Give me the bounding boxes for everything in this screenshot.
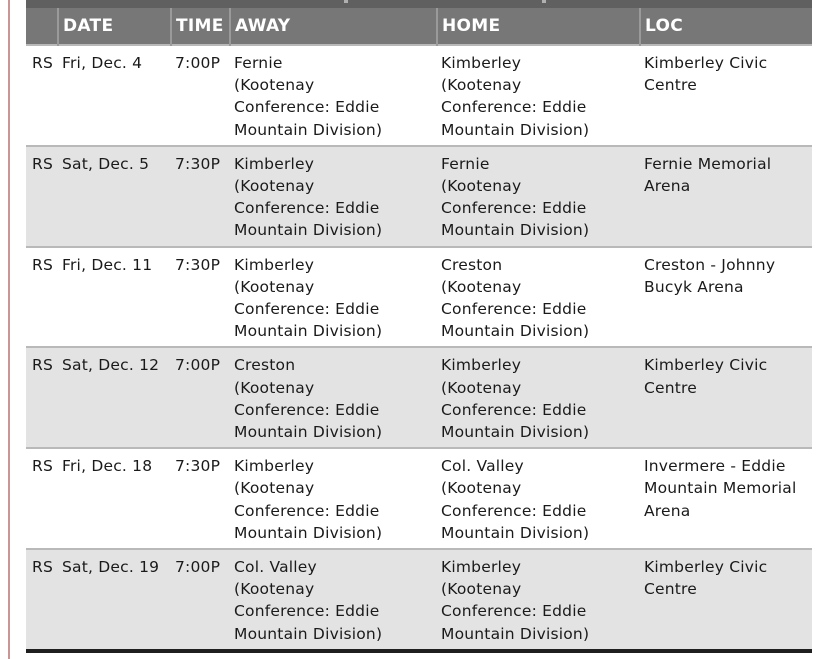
home-team-cell bbox=[437, 45, 640, 146]
game-time-cell bbox=[171, 45, 230, 146]
game-time-cell bbox=[171, 549, 230, 649]
game-location-line: Centre bbox=[644, 76, 698, 95]
away-team-line: Mountain Division) bbox=[234, 624, 383, 643]
game-location-line: Centre bbox=[644, 378, 698, 397]
game-date-cell bbox=[58, 448, 171, 549]
away-team-line: Conference: Eddie bbox=[234, 98, 380, 117]
away-team-line: Mountain Division) bbox=[234, 322, 383, 341]
home-team-line: Conference: Eddie bbox=[441, 199, 587, 218]
game-time-cell bbox=[171, 146, 230, 247]
game-date: Sat, Dec. 19 bbox=[62, 558, 160, 577]
table-top-bar bbox=[26, 0, 812, 8]
home-team-line: Kimberley bbox=[441, 54, 522, 72]
game-time: 7:30P bbox=[175, 154, 221, 173]
game-date: Sat, Dec. 12 bbox=[62, 356, 160, 375]
away-team-cell bbox=[230, 247, 437, 348]
game-date-cell bbox=[58, 146, 171, 247]
game-location-cell bbox=[640, 549, 812, 649]
game-time: 7:30P bbox=[175, 457, 221, 476]
game-type-cell bbox=[26, 448, 58, 549]
away-team-line: Mountain Division) bbox=[234, 221, 383, 240]
game-type-cell bbox=[26, 549, 58, 649]
away-team-cell bbox=[230, 45, 437, 146]
home-team-line: (Kootenay bbox=[441, 277, 522, 296]
away-team-line: Conference: Eddie bbox=[234, 199, 380, 218]
home-team-line: Mountain Division) bbox=[441, 523, 590, 542]
game-date-cell bbox=[58, 45, 171, 146]
game-time-cell bbox=[171, 448, 230, 549]
home-team-line: Col. Valley bbox=[441, 457, 524, 476]
game-location-cell bbox=[640, 45, 812, 146]
away-team-line: Kimberley bbox=[234, 457, 315, 476]
game-time-cell bbox=[171, 347, 230, 448]
game-location-line: Kimberley Civic bbox=[644, 558, 768, 577]
top-bar-tick bbox=[344, 0, 348, 3]
home-team-line: Fernie bbox=[441, 154, 490, 173]
home-team-line: (Kootenay bbox=[441, 479, 522, 498]
away-team-line: Mountain Division) bbox=[234, 120, 383, 139]
home-team-cell bbox=[437, 146, 640, 247]
away-team-line: Conference: Eddie bbox=[234, 602, 380, 621]
home-team-line: Kimberley bbox=[441, 558, 522, 577]
away-team-line: Conference: Eddie bbox=[234, 400, 380, 419]
away-team-line: Creston bbox=[234, 356, 296, 375]
game-type: RS bbox=[32, 558, 54, 577]
away-team-line: Fernie bbox=[234, 54, 283, 72]
game-location-line: Centre bbox=[644, 580, 698, 599]
home-team-line: Mountain Division) bbox=[441, 120, 590, 139]
table-row bbox=[26, 549, 812, 649]
home-team-line: (Kootenay bbox=[441, 76, 522, 95]
game-type: RS bbox=[32, 54, 54, 72]
table-bottom-bar bbox=[26, 649, 812, 653]
game-time: 7:00P bbox=[175, 54, 221, 72]
away-team-line: (Kootenay bbox=[234, 177, 315, 196]
away-team-cell bbox=[230, 549, 437, 649]
game-time: 7:30P bbox=[175, 255, 221, 274]
header-type bbox=[26, 8, 58, 45]
game-location-line: Kimberley Civic bbox=[644, 356, 768, 375]
header-away[interactable]: AWAY bbox=[230, 8, 437, 45]
header-time[interactable]: TIME bbox=[171, 8, 230, 45]
page-left-border bbox=[8, 0, 10, 659]
away-team-cell bbox=[230, 146, 437, 247]
game-time: 7:00P bbox=[175, 356, 221, 375]
home-team-line: Kimberley bbox=[441, 356, 522, 375]
schedule-container bbox=[26, 0, 812, 653]
away-team-line: Mountain Division) bbox=[234, 423, 383, 442]
game-type-cell bbox=[26, 45, 58, 146]
header-home[interactable]: HOME bbox=[437, 8, 640, 45]
game-location-cell bbox=[640, 448, 812, 549]
home-team-cell bbox=[437, 347, 640, 448]
home-team-cell bbox=[437, 247, 640, 348]
away-team-line: (Kootenay bbox=[234, 277, 315, 296]
away-team-cell bbox=[230, 347, 437, 448]
home-team-line: Mountain Division) bbox=[441, 423, 590, 442]
game-type-cell bbox=[26, 146, 58, 247]
game-type: RS bbox=[32, 457, 54, 476]
home-team-line: Mountain Division) bbox=[441, 322, 590, 341]
game-date: Fri, Dec. 4 bbox=[62, 54, 143, 72]
away-team-line: (Kootenay bbox=[234, 479, 315, 498]
home-team-line: (Kootenay bbox=[441, 580, 522, 599]
game-type: RS bbox=[32, 255, 54, 274]
game-type: RS bbox=[32, 356, 54, 375]
game-date-cell bbox=[58, 347, 171, 448]
game-location-line: Kimberley Civic bbox=[644, 54, 768, 72]
home-team-line: Creston bbox=[441, 255, 503, 274]
away-team-line: Mountain Division) bbox=[234, 523, 383, 542]
away-team-line: (Kootenay bbox=[234, 378, 315, 397]
away-team-line: Conference: Eddie bbox=[234, 501, 380, 520]
away-team-line: Conference: Eddie bbox=[234, 300, 380, 319]
game-time: 7:00P bbox=[175, 558, 221, 577]
away-team-line: Kimberley bbox=[234, 255, 315, 274]
away-team-line: (Kootenay bbox=[234, 76, 315, 95]
game-location-line: Arena bbox=[644, 177, 691, 196]
game-type-cell bbox=[26, 247, 58, 348]
home-team-line: Mountain Division) bbox=[441, 624, 590, 643]
schedule-table bbox=[26, 8, 812, 649]
game-date: Sat, Dec. 5 bbox=[62, 154, 150, 173]
header-date[interactable]: DATE bbox=[58, 8, 171, 45]
game-date-cell bbox=[58, 549, 171, 649]
away-team-line: Col. Valley bbox=[234, 558, 317, 577]
home-team-line: Conference: Eddie bbox=[441, 400, 587, 419]
home-team-cell bbox=[437, 448, 640, 549]
table-row bbox=[26, 347, 812, 448]
game-location-line: Creston - Johnny bbox=[644, 255, 776, 274]
table-row bbox=[26, 247, 812, 348]
table-row bbox=[26, 448, 812, 549]
header-row bbox=[26, 8, 812, 45]
header-loc[interactable]: LOC bbox=[640, 8, 812, 45]
top-bar-tick bbox=[542, 0, 546, 3]
home-team-cell bbox=[437, 549, 640, 649]
game-location-line: Invermere - Eddie bbox=[644, 457, 786, 476]
away-team-line: Kimberley bbox=[234, 154, 315, 173]
game-location-cell bbox=[640, 347, 812, 448]
away-team-cell bbox=[230, 448, 437, 549]
game-date-cell bbox=[58, 247, 171, 348]
game-date: Fri, Dec. 18 bbox=[62, 457, 153, 476]
game-location-line: Fernie Memorial bbox=[644, 154, 772, 173]
home-team-line: (Kootenay bbox=[441, 177, 522, 196]
game-location-cell bbox=[640, 146, 812, 247]
game-location-line: Arena bbox=[644, 501, 691, 520]
table-row bbox=[26, 45, 812, 146]
game-type: RS bbox=[32, 154, 54, 173]
home-team-line: (Kootenay bbox=[441, 378, 522, 397]
game-location-line: Mountain Memorial bbox=[644, 479, 797, 498]
home-team-line: Mountain Division) bbox=[441, 221, 590, 240]
home-team-line: Conference: Eddie bbox=[441, 501, 587, 520]
game-date: Fri, Dec. 11 bbox=[62, 255, 153, 274]
table-row bbox=[26, 146, 812, 247]
home-team-line: Conference: Eddie bbox=[441, 98, 587, 117]
away-team-line: (Kootenay bbox=[234, 580, 315, 599]
home-team-line: Conference: Eddie bbox=[441, 602, 587, 621]
game-location-cell bbox=[640, 247, 812, 348]
game-time-cell bbox=[171, 247, 230, 348]
home-team-line: Conference: Eddie bbox=[441, 300, 587, 319]
game-location-line: Bucyk Arena bbox=[644, 277, 744, 296]
game-type-cell bbox=[26, 347, 58, 448]
